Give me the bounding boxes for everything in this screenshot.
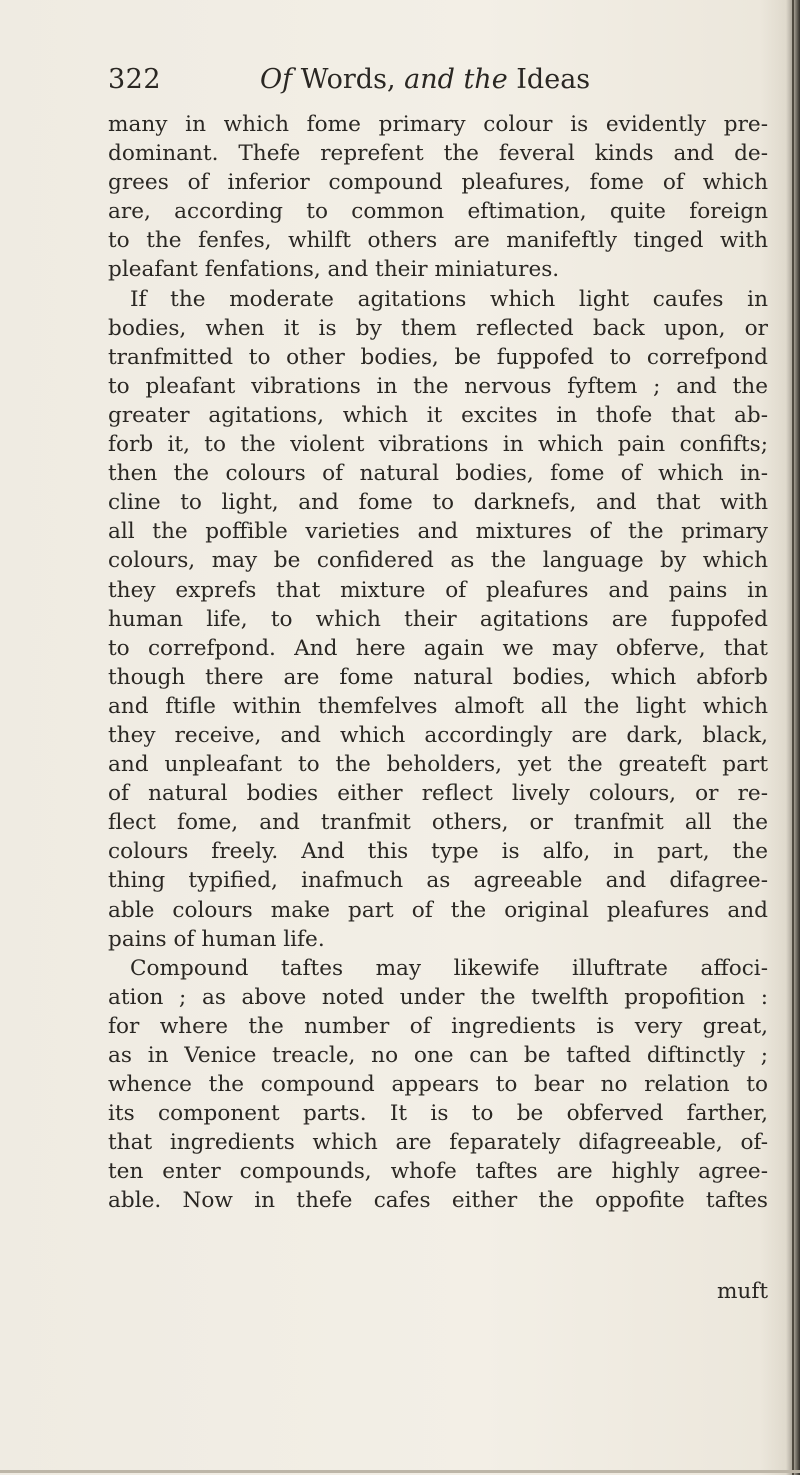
text-line: able colours make part of the original pleafures and <box>108 897 768 923</box>
catchword: muft <box>716 1279 768 1304</box>
text-line: tranfmitted to other bodies, be fuppofed to correfpond <box>108 344 768 370</box>
running-title-and-the: and the <box>404 64 508 95</box>
text-line: grees of inferior compound pleafures, fome of which <box>108 170 768 196</box>
running-header <box>108 64 768 104</box>
page-number: 322 <box>108 64 162 95</box>
text-line: to correfpond. And here again we may obferve, that <box>108 635 768 661</box>
text-line: that ingredients which are feparately difagreeable, of- <box>108 1130 768 1156</box>
text-line: they exprefs that mixture of pleafures and pains in <box>108 577 768 603</box>
text-line: forb it, to the violent vibrations in which pain confifts; <box>108 432 768 458</box>
text-line: and unpleafant to the beholders, yet the greateft part <box>108 752 768 778</box>
text-line: able. Now in thefe cafes either the oppofite taftes <box>108 1188 768 1214</box>
paragraph-start-line: If the moderate agitations which light caufes in <box>130 286 768 312</box>
text-line: ation ; as above noted under the twelfth propofition : <box>108 984 768 1010</box>
text-line: to the fenfes, whilft others are manifeftly tinged with <box>108 228 768 254</box>
page-edge-line <box>792 0 794 1475</box>
paragraph-start-line: Compound taftes may likewife illuftrate affoci- <box>130 955 768 981</box>
running-title <box>260 64 590 95</box>
text-line: then the colours of natural bodies, fome of which in- <box>108 461 768 487</box>
text-line: to pleafant vibrations in the nervous fyftem ; and the <box>108 373 768 399</box>
text-line: they receive, and which accordingly are dark, black, <box>108 722 768 748</box>
page-bottom-edge <box>0 1470 800 1473</box>
text-line: thing typified, inafmuch as agreeable and difagree- <box>108 868 768 894</box>
text-line: human life, to which their agitations are fuppofed <box>108 606 768 632</box>
text-line: cline to light, and fome to darknefs, and that with <box>108 490 768 516</box>
text-line: all the poffible varieties and mixtures of the primary <box>108 519 768 545</box>
text-line: colours freely. And this type is alfo, in part, the <box>108 839 768 865</box>
text-line: whence the compound appears to bear no relation to <box>108 1072 768 1098</box>
text-line: are, according to common eftimation, quite foreign <box>108 199 768 225</box>
text-line: and ftifle within themfelves almoft all the light which <box>108 693 768 719</box>
running-title-words: Words, <box>292 64 405 95</box>
text-line: pleafant fenfations, and their miniatures. <box>108 257 560 283</box>
text-line: though there are fome natural bodies, which abforb <box>108 664 768 690</box>
text-line: of natural bodies either reflect lively colours, or re- <box>108 781 768 807</box>
text-line: dominant. Thefe reprefent the feveral kinds and de- <box>108 141 768 167</box>
text-line: ten enter compounds, whofe taftes are highly agree- <box>108 1159 768 1185</box>
body-text <box>108 110 768 1216</box>
text-line: its component parts. It is to be obferved farther, <box>108 1101 768 1127</box>
text-line: many in which fome primary colour is evidently pre- <box>108 112 768 137</box>
text-line: as in Venice treacle, no one can be tafted diftinctly ; <box>108 1043 768 1068</box>
text-line: bodies, when it is by them reflected back upon, or <box>108 315 768 341</box>
text-line: flect fome, and tranfmit others, or tranfmit all the <box>108 810 768 836</box>
running-title-ideas: Ideas <box>507 64 591 95</box>
text-line: for where the number of ingredients is very great, <box>108 1013 768 1039</box>
text-line: pains of human life. <box>108 926 325 952</box>
text-line: greater agitations, which it excites in thofe that ab- <box>108 402 768 428</box>
running-title-of: Of <box>260 64 293 95</box>
text-line: colours, may be confidered as the language by which <box>108 548 768 574</box>
